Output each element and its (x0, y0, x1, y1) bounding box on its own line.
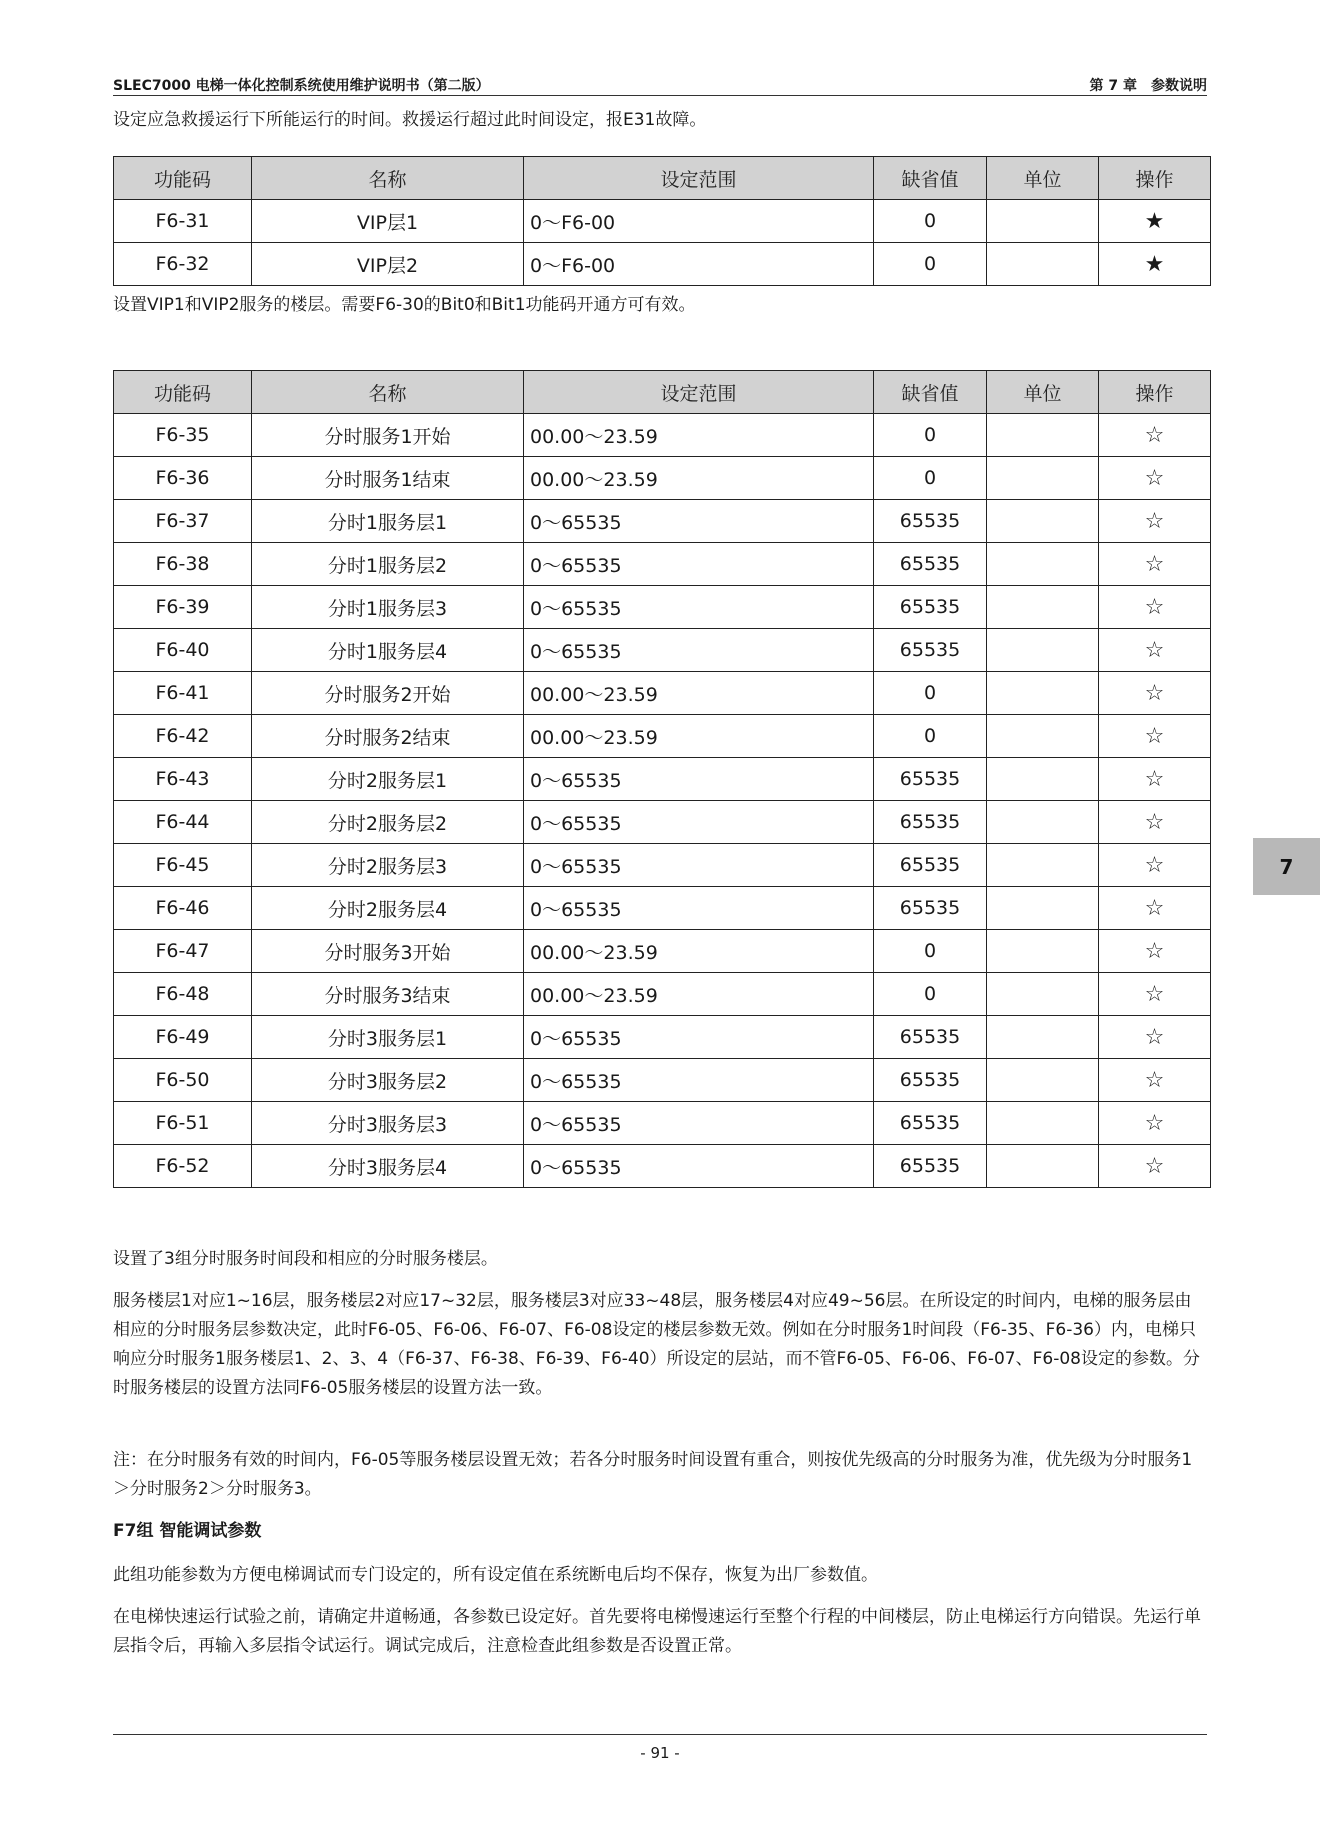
cell-operation: ★ (1099, 200, 1211, 243)
cell-operation: ☆ (1099, 586, 1211, 629)
cell-name: 分时2服务层1 (252, 758, 524, 801)
cell-range: 0～65535 (524, 887, 874, 930)
column-header-operation: 操作 (1099, 371, 1211, 414)
cell-range: 00.00～23.59 (524, 715, 874, 758)
cell-name: 分时1服务层1 (252, 500, 524, 543)
cell-operation: ☆ (1099, 758, 1211, 801)
cell-range: 00.00～23.59 (524, 457, 874, 500)
service-floor-explanation-paragraph: 服务楼层1对应1~16层，服务楼层2对应17~32层，服务楼层3对应33~48层，服务楼层4对应49~56层。在所设定的时间内，电梯的服务层由相应的分时服务层参数决定，此时F6-05、F6-06、F6-07、F6-08设定的楼层参数无效。例如在分时服务1时间段（F6-35、F6-36）内，电梯只响应分时服务1服务楼层1、2、3、4（F6-37、F6-38、F6-39、F6-40）所设定的层站，而不管F6-05、F6-06、F6-07、F6-08设定的参数。分时服务楼层的设置方法同F6-05服务楼层的设置方法一致。 (113, 1291, 1200, 1398)
cell-range: 0～65535 (524, 586, 874, 629)
commissioning-instructions-paragraph: 在电梯快速运行试验之前，请确定井道畅通，各参数已设定好。首先要将电梯慢速运行至整个行程的中间楼层，防止电梯运行方向错误。先运行单层指令后，再输入多层指令试运行。调试完成后，注意检查此组参数是否设置正常。 (113, 1607, 1201, 1656)
cell-range: 0～65535 (524, 500, 874, 543)
f7-description-paragraph: 此组功能参数为方便电梯调试而专门设定的，所有设定值在系统断电后均不保存，恢复为出厂参数值。 (113, 1565, 878, 1585)
intro-paragraph: 设定应急救援运行下所能运行的时间。救援运行超过此时间设定，报E31故障。 (113, 110, 707, 130)
cell-name: 分时3服务层4 (252, 1145, 524, 1188)
cell-operation: ☆ (1099, 844, 1211, 887)
cell-range: 0～65535 (524, 844, 874, 887)
cell-name: 分时1服务层2 (252, 543, 524, 586)
chapter-title: 第 7 章 参数说明 (1089, 78, 1207, 94)
cell-operation: ☆ (1099, 1016, 1211, 1059)
cell-unit (987, 500, 1099, 543)
priority-note-paragraph: 注：在分时服务有效的时间内，F6-05等服务楼层设置无效；若各分时服务时间设置有重合，则按优先级高的分时服务为准，优先级为分时服务1＞分时服务2＞分时服务3。 (113, 1450, 1193, 1499)
cell-operation: ★ (1099, 243, 1211, 286)
column-header-default: 缺省值 (874, 157, 987, 200)
cell-range: 00.00～23.59 (524, 414, 874, 457)
cell-range: 00.00～23.59 (524, 672, 874, 715)
cell-range: 0～65535 (524, 1016, 874, 1059)
cell-range: 0～65535 (524, 758, 874, 801)
cell-operation: ☆ (1099, 1059, 1211, 1102)
cell-unit (987, 801, 1099, 844)
table-row (114, 1145, 1211, 1188)
cell-code: F6-40 (114, 629, 252, 672)
table-row (114, 973, 1211, 1016)
cell-code: F6-49 (114, 1016, 252, 1059)
column-header-name: 名称 (252, 157, 524, 200)
cell-code: F6-31 (114, 200, 252, 243)
cell-code: F6-44 (114, 801, 252, 844)
cell-name: 分时2服务层3 (252, 844, 524, 887)
cell-range: 0～65535 (524, 1102, 874, 1145)
cell-range: 0～65535 (524, 629, 874, 672)
cell-code: F6-42 (114, 715, 252, 758)
cell-unit (987, 200, 1099, 243)
cell-name: 分时1服务层4 (252, 629, 524, 672)
cell-name: 分时服务2开始 (252, 672, 524, 715)
footer-divider (113, 1734, 1207, 1735)
cell-default: 0 (874, 973, 987, 1016)
cell-default: 65535 (874, 1016, 987, 1059)
table-row (114, 243, 1211, 286)
cell-name: 分时2服务层2 (252, 801, 524, 844)
cell-code: F6-45 (114, 844, 252, 887)
table-row (114, 1016, 1211, 1059)
cell-name: 分时服务3结束 (252, 973, 524, 1016)
cell-code: F6-39 (114, 586, 252, 629)
cell-unit (987, 844, 1099, 887)
cell-code: F6-51 (114, 1102, 252, 1145)
cell-name: 分时2服务层4 (252, 887, 524, 930)
cell-name: VIP层1 (252, 200, 524, 243)
cell-default: 0 (874, 200, 987, 243)
cell-default: 0 (874, 672, 987, 715)
column-header-name: 名称 (252, 371, 524, 414)
cell-range: 0～65535 (524, 543, 874, 586)
column-header-code: 功能码 (114, 157, 252, 200)
cell-code: F6-32 (114, 243, 252, 286)
table-row (114, 414, 1211, 457)
page-number: - 91 - (640, 1744, 680, 1762)
cell-operation: ☆ (1099, 500, 1211, 543)
cell-default: 65535 (874, 586, 987, 629)
document-header-title: SLEC7000 电梯一体化控制系统使用维护说明书（第二版） (113, 78, 490, 94)
table-row (114, 930, 1211, 973)
vip-floor-parameter-table (113, 156, 1211, 286)
table-header-row (114, 157, 1211, 200)
cell-default: 65535 (874, 1145, 987, 1188)
cell-range: 0～65535 (524, 1145, 874, 1188)
cell-unit (987, 1102, 1099, 1145)
column-header-range: 设定范围 (524, 371, 874, 414)
table-row (114, 672, 1211, 715)
cell-operation: ☆ (1099, 457, 1211, 500)
table-row (114, 586, 1211, 629)
cell-operation: ☆ (1099, 715, 1211, 758)
cell-unit (987, 1145, 1099, 1188)
table-row (114, 844, 1211, 887)
cell-default: 65535 (874, 758, 987, 801)
table-row (114, 887, 1211, 930)
cell-operation: ☆ (1099, 887, 1211, 930)
cell-default: 0 (874, 414, 987, 457)
cell-default: 65535 (874, 500, 987, 543)
cell-code: F6-48 (114, 973, 252, 1016)
cell-operation: ☆ (1099, 629, 1211, 672)
cell-name: VIP层2 (252, 243, 524, 286)
cell-unit (987, 1016, 1099, 1059)
cell-code: F6-36 (114, 457, 252, 500)
section-title-f7: F7组 智能调试参数 (113, 1521, 262, 1541)
vip-note-paragraph: 设置VIP1和VIP2服务的楼层。需要F6-30的Bit0和Bit1功能码开通方可有效。 (113, 295, 696, 315)
cell-operation: ☆ (1099, 801, 1211, 844)
column-header-unit: 单位 (987, 371, 1099, 414)
cell-name: 分时服务3开始 (252, 930, 524, 973)
table-row (114, 758, 1211, 801)
cell-code: F6-52 (114, 1145, 252, 1188)
table-row (114, 1102, 1211, 1145)
cell-operation: ☆ (1099, 1145, 1211, 1188)
column-header-operation: 操作 (1099, 157, 1211, 200)
table-row (114, 715, 1211, 758)
chapter-side-tab: 7 (1253, 838, 1320, 895)
cell-range: 00.00～23.59 (524, 930, 874, 973)
cell-code: F6-38 (114, 543, 252, 586)
table-row (114, 801, 1211, 844)
cell-unit (987, 629, 1099, 672)
column-header-code: 功能码 (114, 371, 252, 414)
cell-unit (987, 243, 1099, 286)
table-row (114, 200, 1211, 243)
cell-operation: ☆ (1099, 543, 1211, 586)
time-sharing-service-parameter-table (113, 370, 1211, 1188)
cell-name: 分时服务1开始 (252, 414, 524, 457)
cell-range: 0～F6-00 (524, 200, 874, 243)
cell-default: 65535 (874, 887, 987, 930)
cell-name: 分时3服务层2 (252, 1059, 524, 1102)
cell-name: 分时1服务层3 (252, 586, 524, 629)
cell-name: 分时服务2结束 (252, 715, 524, 758)
cell-operation: ☆ (1099, 414, 1211, 457)
cell-unit (987, 973, 1099, 1016)
column-header-default: 缺省值 (874, 371, 987, 414)
cell-name: 分时3服务层3 (252, 1102, 524, 1145)
cell-unit (987, 457, 1099, 500)
cell-code: F6-37 (114, 500, 252, 543)
cell-operation: ☆ (1099, 1102, 1211, 1145)
cell-unit (987, 586, 1099, 629)
cell-default: 0 (874, 243, 987, 286)
cell-default: 0 (874, 930, 987, 973)
cell-range: 0～65535 (524, 801, 874, 844)
cell-range: 0～65535 (524, 1059, 874, 1102)
cell-unit (987, 543, 1099, 586)
cell-code: F6-41 (114, 672, 252, 715)
table-row (114, 543, 1211, 586)
cell-code: F6-47 (114, 930, 252, 973)
table-row (114, 500, 1211, 543)
table-row (114, 1059, 1211, 1102)
cell-code: F6-46 (114, 887, 252, 930)
table-row (114, 457, 1211, 500)
cell-unit (987, 930, 1099, 973)
cell-default: 65535 (874, 1059, 987, 1102)
cell-default: 65535 (874, 543, 987, 586)
cell-default: 65535 (874, 629, 987, 672)
cell-operation: ☆ (1099, 672, 1211, 715)
cell-name: 分时3服务层1 (252, 1016, 524, 1059)
time-sharing-summary-paragraph: 设置了3组分时服务时间段和相应的分时服务楼层。 (113, 1249, 498, 1269)
cell-default: 65535 (874, 844, 987, 887)
cell-default: 65535 (874, 801, 987, 844)
cell-default: 0 (874, 715, 987, 758)
table-row (114, 629, 1211, 672)
header-divider (113, 95, 1207, 96)
column-header-range: 设定范围 (524, 157, 874, 200)
cell-default: 0 (874, 457, 987, 500)
cell-range: 00.00～23.59 (524, 973, 874, 1016)
cell-name: 分时服务1结束 (252, 457, 524, 500)
table-header-row (114, 371, 1211, 414)
cell-operation: ☆ (1099, 973, 1211, 1016)
cell-unit (987, 758, 1099, 801)
cell-unit (987, 1059, 1099, 1102)
cell-code: F6-35 (114, 414, 252, 457)
cell-unit (987, 715, 1099, 758)
cell-unit (987, 414, 1099, 457)
cell-unit (987, 887, 1099, 930)
cell-code: F6-50 (114, 1059, 252, 1102)
column-header-unit: 单位 (987, 157, 1099, 200)
cell-range: 0～F6-00 (524, 243, 874, 286)
cell-operation: ☆ (1099, 930, 1211, 973)
cell-code: F6-43 (114, 758, 252, 801)
cell-default: 65535 (874, 1102, 987, 1145)
cell-unit (987, 672, 1099, 715)
